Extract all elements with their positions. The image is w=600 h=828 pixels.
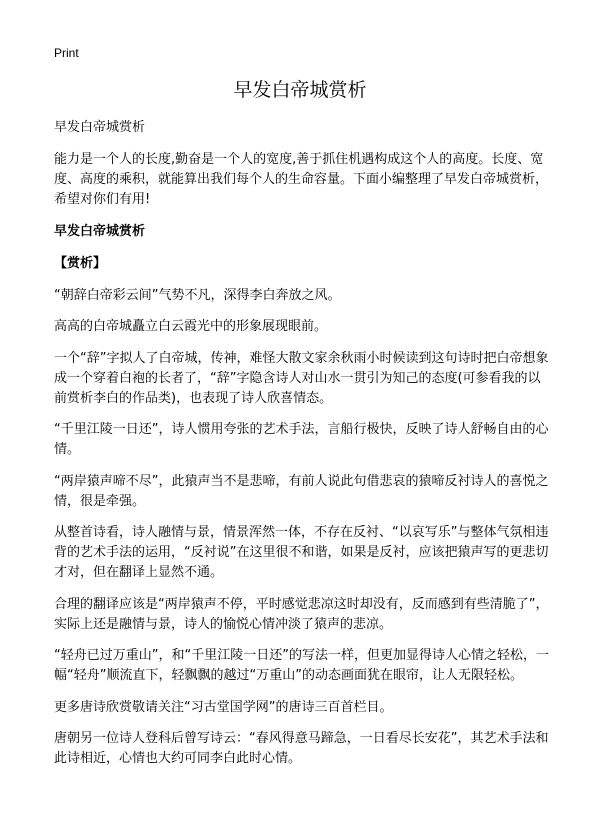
body-paragraph: 一个“辞”字拟人了白帝城，传神，难怪大散文家余秋雨小时候读到这句诗时把白帝想象成一个穿着白袍的长者了，“辞”字隐含诗人对山水一贯引为知己的态度(可参看我的以前赏析李白的作品类)，也表现了诗人欣喜情态。 xyxy=(54,350,549,406)
article-body xyxy=(54,118,550,781)
body-paragraph: 唐朝另一位诗人登科后曾写诗云：“春风得意马蹄急，一日看尽长安花”，其艺术手法和此诗相近，心情也大约可同李白此时心情。 xyxy=(54,731,549,766)
print-link[interactable]: Print xyxy=(54,46,79,60)
analysis-heading: 【赏析】 xyxy=(54,255,107,271)
intro-paragraph: 能力是一个人的长度,勤奋是一个人的宽度,善于抓住机遇构成这个人的高度。长度、宽度、高度的乘积，就能算出我们每个人的生命容量。下面小编整理了早发白帝城赏析，希望对你们有用! xyxy=(54,152,549,207)
body-paragraph: “朝辞白帝彩云间”气势不凡，深得李白奔放之风。 xyxy=(54,287,341,303)
article-subtitle: 早发白帝城赏析 xyxy=(54,120,146,135)
body-paragraph: “轻舟已过万重山”，和“千里江陵一日还”的写法一样，但更加显得诗人心情之轻松，一幅“轻舟”顺流直下，轻飘飘的越过“万重山”的动态画面犹在眼帘，让人无限轻松。 xyxy=(54,648,549,683)
body-paragraph: “千里江陵一日还”，诗人惯用夸张的艺术手法，言船行极快，反映了诗人舒畅自由的心情。 xyxy=(54,422,549,457)
section-heading: 早发白帝城赏析 xyxy=(54,223,146,239)
body-paragraph: 高高的白帝城矗立白云霞光中的形象展现眼前。 xyxy=(54,319,328,334)
body-paragraph: 更多唐诗欣赏敬请关注“习古堂国学网”的唐诗三百首栏目。 xyxy=(54,699,393,715)
body-paragraph: 合理的翻译应该是“两岸猿声不停，平时感觉悲凉这时却没有，反而感到有些清脆了”，实际上还是融情与景，诗人的愉悦心情冲淡了猿声的悲凉。 xyxy=(54,596,549,632)
body-paragraph: “两岸猿声啼不尽”，此猿声当不是悲啼，有前人说此句借悲哀的猿啼反衬诗人的喜悦之情，很是牵强。 xyxy=(54,473,549,509)
page-title: 早发白帝城赏析 xyxy=(233,79,367,101)
body-paragraph: 从整首诗看，诗人融情与景，情景浑然一体，不存在反衬、“以哀写乐”与整体气氛相违背的艺术手法的运用，“反衬说”在这里很不和谐，如果是反衬，应该把猿声写的更悲切才对，但在翻译上显然不通。 xyxy=(54,525,549,580)
